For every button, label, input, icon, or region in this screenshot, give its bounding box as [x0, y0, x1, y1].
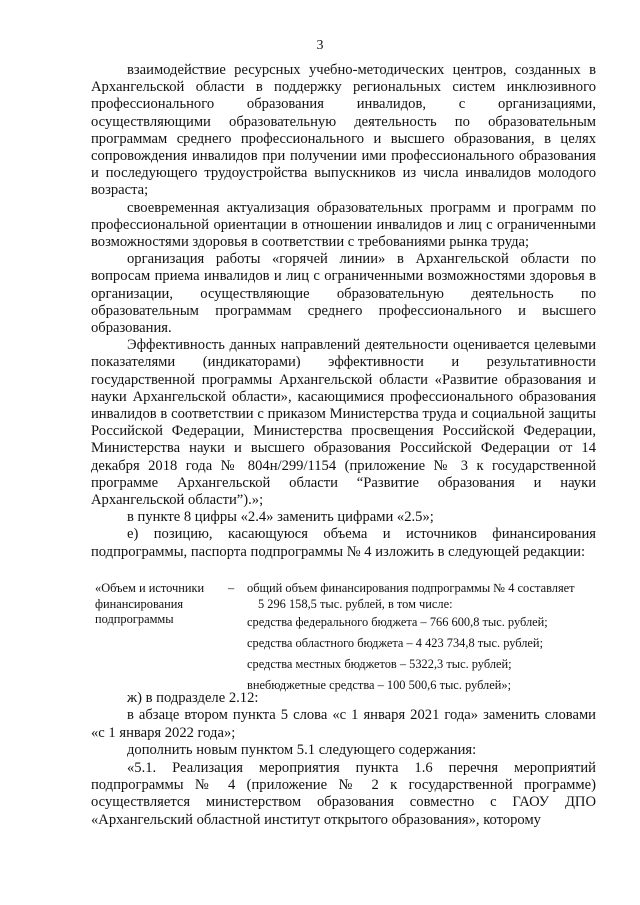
financing-line-federal: средства федерального бюджета – 766 600,8 тыс. рублей; [247, 615, 548, 629]
document-body [91, 62, 596, 561]
paragraph-point-8: в пункте 8 цифры «2.4» заменить цифрами «2.5»; [127, 509, 434, 526]
page-number: 3 [316, 38, 324, 53]
paragraph-point-5: в абзаце втором пункта 5 слова «с 1 января 2021 года» заменить словами «с 1 января 2022 года»; [91, 707, 596, 741]
financing-line-total: общий объем финансирования подпрограммы № 4 составляет [247, 581, 575, 595]
paragraph-efficiency: Эффективность данных направлений деятельности оценивается целевыми показателями (индикаторами) эффективности и результативности государственной программы Архангельской области «Развитие образования и науки Архангельской области», касающимися профессионального образования инвалидов в соответствии с приказом Министерства труда и социальной защиты Российской Федерации, Министерства просвещения Российской Федерации, Министерства науки и высшего образования Российской Федерации от 14 декабря 2018 года № 804н/299/1154 (приложение № 3 к государственной программе Архангельской области “Развитие образования и науки Архангельской области”).»; [91, 337, 596, 509]
financing-line-amount: 5 296 158,5 тыс. рублей, в том числе: [258, 596, 453, 611]
paragraph-hotline: организация работы «горячей линии» в Архангельской области по вопросам приема инвалидов и лиц с ограниченными возможностями здоровья в организации, осуществляющие образовательную деятельность по образовательным программам среднего профессионального и высшего образования. [91, 251, 596, 337]
document-body-continued [91, 690, 596, 829]
financing-values [247, 581, 602, 696]
financing-line-regional: средства областного бюджета – 4 423 734,8 тыс. рублей; [247, 636, 544, 650]
paragraph-subsection-212: ж) в подразделе 2.12: [127, 690, 259, 706]
paragraph-51-text: «5.1. Реализация мероприятия пункта 1.6 перечня мероприятий подпрограммы № 4 (приложение № 2 к государственной программе) осуществляется министерством образования совместно с ГАОУ ДПО «Архангельский областной институт открытого образования», которому [91, 759, 596, 828]
table-dash: – [228, 581, 235, 595]
paragraph-resource-centers: взаимодействие ресурсных учебно-методических центров, созданных в Архангельской области в поддержку региональных систем инклюзивного профессионального образования инвалидов, с организациями, осуществляющими образовательную деятельность по образовательным программам среднего профессионального и высшего образования, в целях сопровождения инвалидов при получении ими профессионального образования и последующего трудоустройства выпускников из числа инвалидов молодого возраста; [91, 62, 596, 199]
financing-line-extrabudget: внебюджетные средства – 100 500,6 тыс. рублей»; [247, 678, 512, 692]
financing-label: «Объем и источники финансирования подпрограммы [95, 581, 205, 626]
financing-line-local: средства местных бюджетов – 5322,3 тыс. рублей; [247, 657, 512, 671]
paragraph-position-e: е) позицию, касающуюся объема и источников финансирования подпрограммы, паспорта подпрограммы № 4 изложить в следующей редакции: [91, 526, 596, 560]
paragraph-program-update: своевременная актуализация образовательных программ и программ по профессиональной ориентации в отношении инвалидов и лиц с ограниченными возможностями здоровья в соответствии с требованиями рынка труда; [91, 199, 596, 251]
paragraph-add-51: дополнить новым пунктом 5.1 следующего содержания: [127, 742, 477, 759]
